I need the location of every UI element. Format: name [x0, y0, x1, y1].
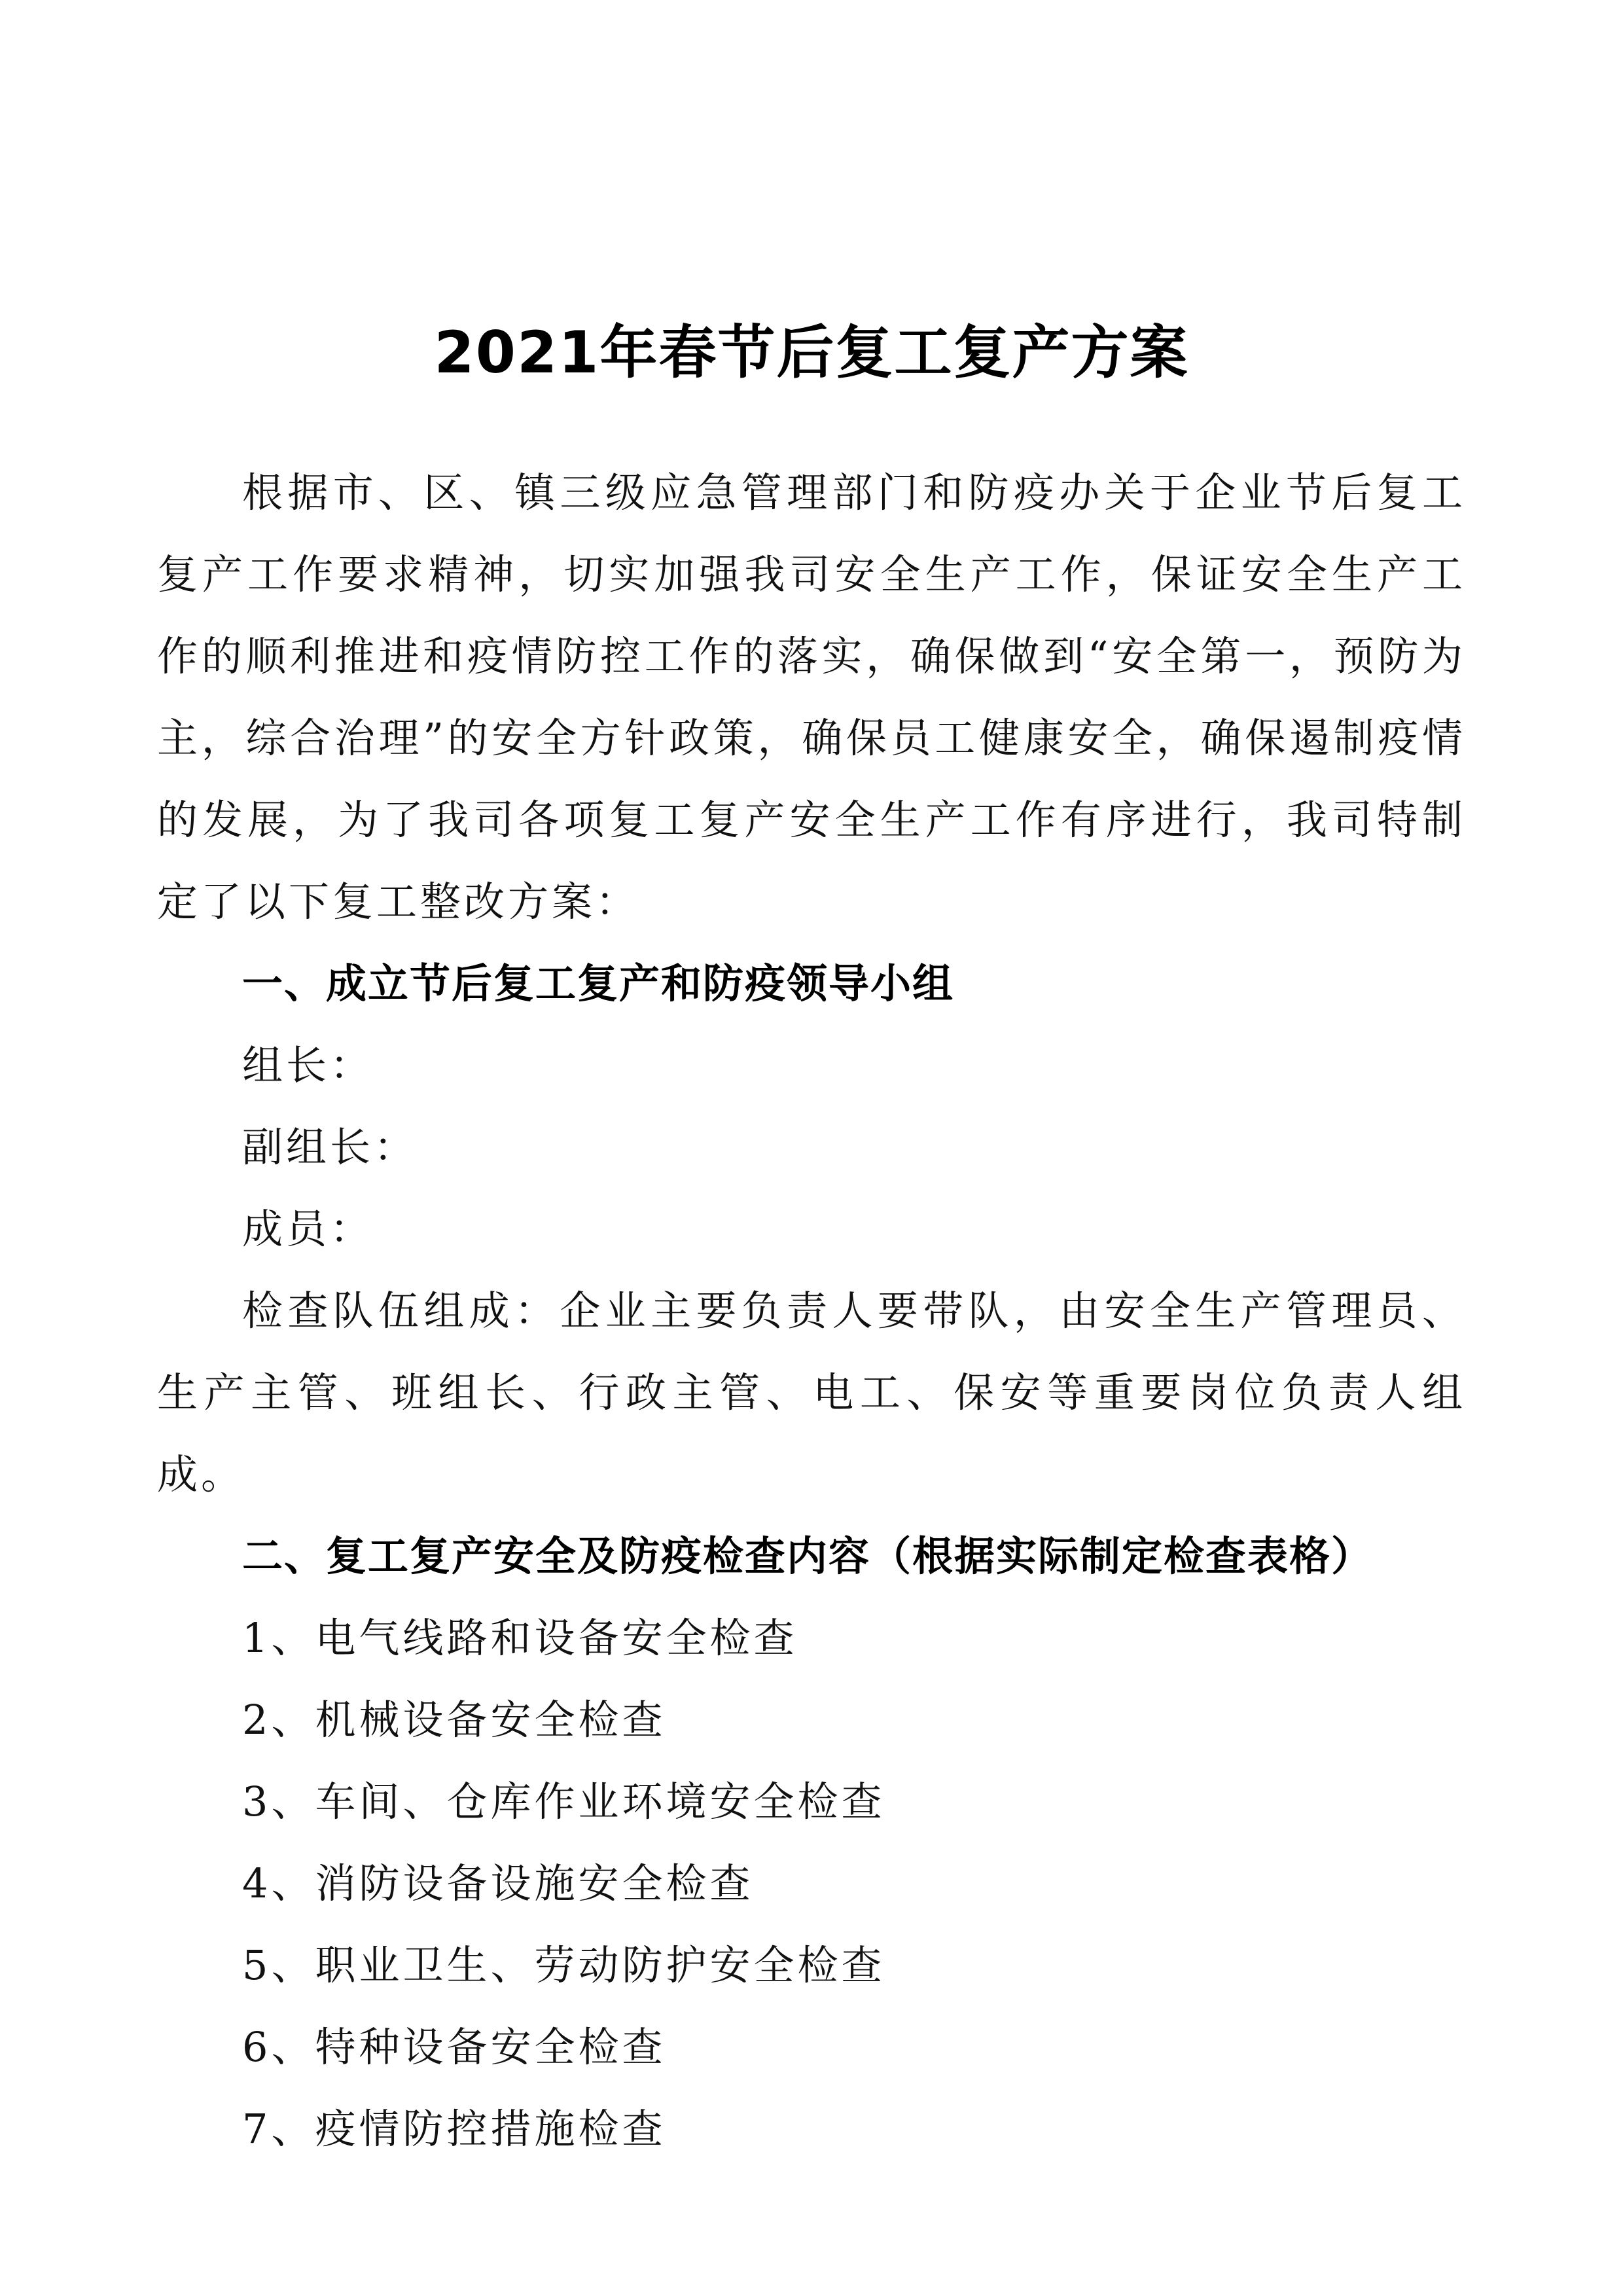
section-2-heading: 二、复工复产安全及防疫检查内容（根据实际制定检查表格） [242, 1532, 1374, 1580]
check-item-epidemic-control: 7、疫情防控措施检查 [242, 2105, 666, 2153]
check-item-workshop-warehouse: 3、车间、仓库作业环境安全检查 [242, 1778, 885, 1825]
deputy-leader-line: 副组长： [242, 1123, 418, 1171]
check-item-fire-equipment: 4、消防设备设施安全检查 [242, 1859, 754, 1907]
section-1-heading: 一、成立节后复工复产和防疫领导小组 [242, 960, 955, 1007]
inspection-team-paragraph: 检查队伍组成：企业主要负责人要带队，由安全生产管理员、生产主管、班组长、行政主管、电工、保安等重要岗位负责人组成。 [157, 1287, 1466, 1498]
intro-paragraph: 根据市、区、镇三级应急管理部门和防疫办关于企业节后复工复产工作要求精神，切实加强我司安全生产工作，保证安全生产工作的顺利推进和疫情防控工作的落实，确保做到“安全第一，预防为主，综合治理”的安全方针政策，确保员工健康安全，确保遏制疫情的发展，为了我司各项复工复产安全生产工作有序进行，我司特制定了以下复工整改方案： [157, 469, 1466, 925]
check-item-special-equipment: 6、特种设备安全检查 [242, 2023, 666, 2071]
document-title: 2021年春节后复工复产方案 [434, 318, 1189, 386]
check-item-electrical: 1、电气线路和设备安全检查 [242, 1614, 798, 1662]
members-line: 成员： [242, 1205, 374, 1253]
document-body [157, 452, 1466, 2170]
group-leader-line: 组长： [242, 1041, 374, 1089]
check-item-occupational-health: 5、职业卫生、劳动防护安全检查 [242, 1941, 885, 1989]
check-item-machinery: 2、机械设备安全检查 [242, 1696, 666, 1744]
